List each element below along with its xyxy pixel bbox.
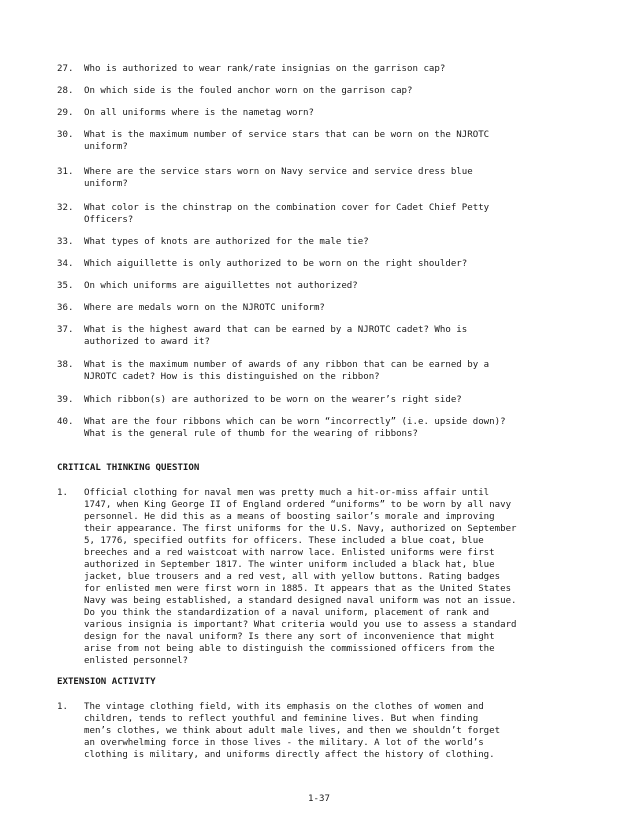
question-text: On all uniforms where is the nametag worn? bbox=[84, 108, 314, 118]
question-text: Where are medals worn on the NJROTC uniform? bbox=[84, 303, 325, 313]
extension-activity-paragraph bbox=[57, 701, 597, 761]
question-text: Who is authorized to wear rank/rate insignias on the garrison cap? bbox=[84, 64, 446, 74]
question-text: On which side is the fouled anchor worn on the garrison cap? bbox=[84, 86, 413, 96]
question-number: 40. bbox=[57, 417, 74, 427]
question-item bbox=[57, 280, 597, 292]
question-item bbox=[57, 394, 597, 406]
question-item bbox=[57, 63, 597, 75]
question-number: 35. bbox=[57, 281, 74, 291]
question-number: 32. bbox=[57, 203, 74, 213]
question-item bbox=[57, 166, 597, 190]
question-number: 36. bbox=[57, 303, 74, 313]
question-text: What is the maximum number of awards of any ribbon that can be earned by a NJROTC cadet? How is this distinguished on the ribbon? bbox=[84, 360, 490, 382]
extension-activity-heading: EXTENSION ACTIVITY bbox=[57, 677, 156, 687]
question-item bbox=[57, 302, 597, 314]
question-item bbox=[57, 359, 597, 383]
question-item bbox=[57, 85, 597, 97]
question-item bbox=[57, 107, 597, 119]
question-number: 33. bbox=[57, 237, 74, 247]
question-number: 29. bbox=[57, 108, 74, 118]
question-text: What is the highest award that can be earned by a NJROTC cadet? Who is authorized to award it? bbox=[84, 325, 468, 347]
question-item bbox=[57, 236, 597, 248]
question-number: 30. bbox=[57, 130, 74, 140]
question-item bbox=[57, 416, 597, 440]
question-item bbox=[57, 258, 597, 270]
question-text: What are the four ribbons which can be worn “incorrectly” (i.e. upside down)? What is the general rule of thumb for the wearing of ribbons? bbox=[84, 417, 506, 439]
question-text: What is the maximum number of service stars that can be worn on the NJROTC uniform? bbox=[84, 130, 490, 152]
question-text: Where are the service stars worn on Navy service and service dress blue uniform? bbox=[84, 167, 473, 189]
paragraph-text: The vintage clothing field, with its emphasis on the clothes of women and children, tends to reflect youthful and feminine lives. But when finding men’s clothes, we think about adult male lives, and then we shouldn’t forget an overwhelming force in those lives - the military. A lot of the world’s clothing is military, and uniforms directly affect the history of clothing. bbox=[84, 702, 501, 760]
page-number: 1-37 bbox=[308, 794, 330, 804]
question-text: What color is the chinstrap on the combination cover for Cadet Chief Petty Officers? bbox=[84, 203, 490, 225]
question-number: 28. bbox=[57, 86, 74, 96]
critical-thinking-paragraph bbox=[57, 487, 597, 667]
question-number: 27. bbox=[57, 64, 74, 74]
question-number: 34. bbox=[57, 259, 74, 269]
question-number: 37. bbox=[57, 325, 74, 335]
question-number: 31. bbox=[57, 167, 74, 177]
question-number: 38. bbox=[57, 360, 74, 370]
question-item bbox=[57, 324, 597, 348]
paragraph-number: 1. bbox=[57, 488, 68, 498]
paragraph-text: Official clothing for naval men was pretty much a hit-or-miss affair until 1747, when King George II of England ordered “uniforms” to be worn by all navy personnel. He did this as a means of boosting sailor’s morale and improving their appearance. The first uniforms for the U.S. Navy, authorized on September 5, 1776, specified outfits for officers. These included a blue coat, blue breeches and a red waistcoat with narrow lace. Enlisted uniforms were first authorized in September 1817. The winter uniform included a black hat, blue jacket, blue trousers and a red vest, all with yellow buttons. Rating badges for enlisted men were first worn in 1885. It appears that as the United States Navy was being established, a standard designed naval uniform was not an issue. Do you think the standardization of a naval uniform, placement of rank and various insignia is important? What criteria would you use to assess a standard design for the naval uniform? Is there any sort of inconvenience that might arise from not being able to distinguish the commissioned officers from the enlisted personnel? bbox=[84, 488, 517, 666]
question-number: 39. bbox=[57, 395, 74, 405]
paragraph-number: 1. bbox=[57, 702, 68, 712]
question-text: On which uniforms are aiguillettes not authorized? bbox=[84, 281, 358, 291]
question-item bbox=[57, 202, 597, 226]
critical-thinking-heading: CRITICAL THINKING QUESTION bbox=[57, 463, 200, 473]
question-text: What types of knots are authorized for the male tie? bbox=[84, 237, 369, 247]
question-item bbox=[57, 129, 597, 153]
question-text: Which aiguillette is only authorized to be worn on the right shoulder? bbox=[84, 259, 468, 269]
question-text: Which ribbon(s) are authorized to be worn on the wearer’s right side? bbox=[84, 395, 462, 405]
